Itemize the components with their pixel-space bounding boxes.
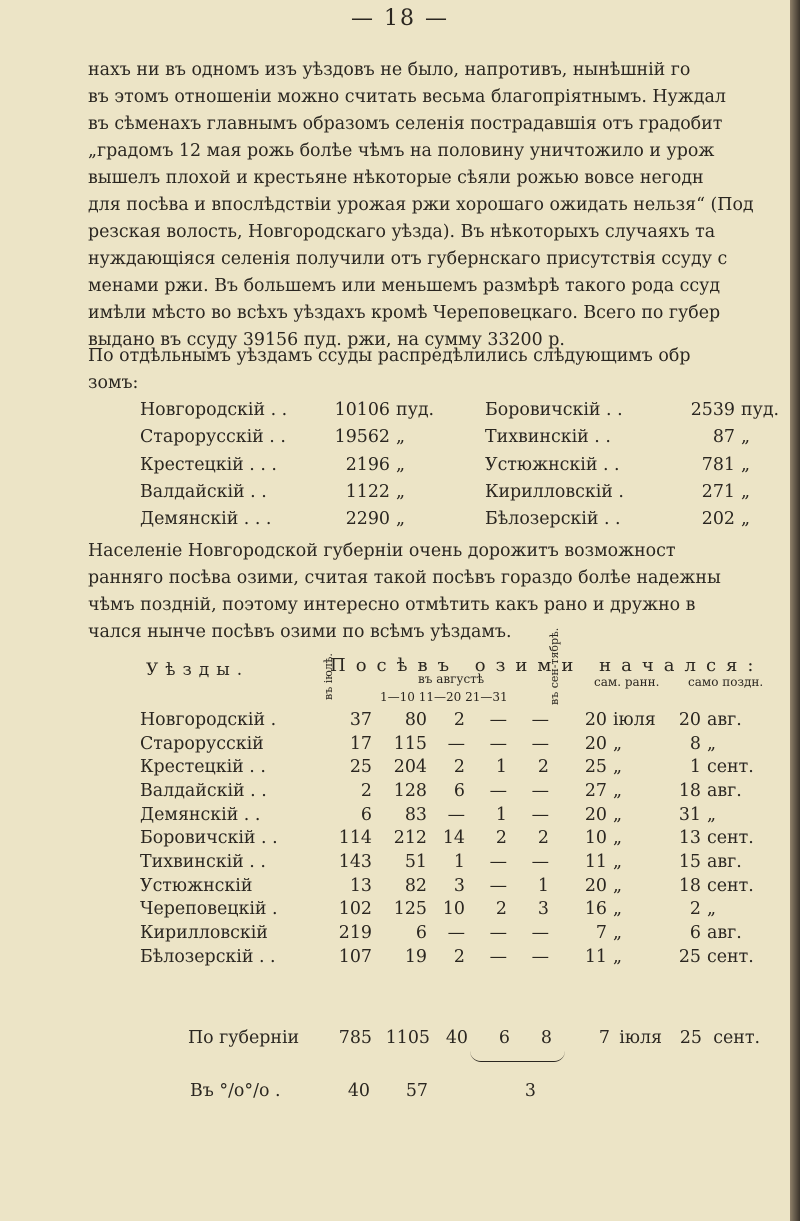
loan-name: Новгородскій . . xyxy=(140,400,288,420)
text-line: въ этомъ отношеніи можно считать весьма благопріятнымъ. Нуждал xyxy=(88,87,726,107)
table-cell: — xyxy=(489,946,507,967)
table-row xyxy=(140,803,759,827)
loan-value: 202 xyxy=(701,509,735,530)
text-line: выдано въ ссуду 39156 пуд. ржи, на сумму 33200 р. xyxy=(88,330,565,350)
table-row xyxy=(140,708,759,732)
loan-unit: пуд. xyxy=(396,400,435,420)
table-cell: — xyxy=(489,780,507,801)
table-cell: 13 xyxy=(678,828,701,849)
page-number: — 18 — xyxy=(351,6,449,31)
cell: іюля xyxy=(619,1028,662,1048)
table-cell: — xyxy=(489,923,507,944)
table-row xyxy=(140,779,759,803)
county-name: Старорусскій xyxy=(140,733,264,754)
county-name: Новгородскій . xyxy=(140,709,277,730)
table-cell: — xyxy=(489,875,507,896)
table-cell: 219 xyxy=(338,923,372,944)
table-cell: 2 xyxy=(537,757,549,778)
table-row xyxy=(140,732,759,756)
loan-row xyxy=(140,479,460,506)
loan-name: Кирилловскій . xyxy=(485,481,624,502)
table-cell: — xyxy=(531,946,549,967)
text-line: резская волость, Новгородскаго уѣзда). Въ нѣкоторыхъ случаяхъ та xyxy=(88,222,716,242)
table-cell: авг. xyxy=(707,851,742,872)
paragraph-2 xyxy=(88,343,794,397)
table-cell: 125 xyxy=(393,899,427,920)
table-cell: 82 xyxy=(404,875,427,896)
table-cell: 2 xyxy=(453,757,465,778)
table-cell: 8 xyxy=(689,733,701,754)
loan-value: 1122 xyxy=(345,481,390,502)
table-cell: авг. xyxy=(707,780,742,801)
loan-name: Устюжнскій . . xyxy=(485,454,620,475)
table-cell: 10 xyxy=(442,899,465,920)
table-cell: 6 xyxy=(453,780,465,801)
table-title: Посѣвъ озими начался: xyxy=(330,655,764,676)
table-cell: авг. xyxy=(707,923,742,944)
table-cell: 6 xyxy=(689,923,701,944)
table-cell: „ xyxy=(707,733,717,754)
table-cell: 17 xyxy=(349,733,372,754)
table-cell: 6 xyxy=(360,804,372,825)
text-line: Населеніе Новгородской губерніи очень дорожитъ возможност xyxy=(88,541,676,561)
text-line: вышелъ плохой и крестьяне нѣкоторые сѣяли рожью вовсе негодн xyxy=(88,168,704,188)
loan-row xyxy=(140,452,460,479)
table-cell: сент. xyxy=(707,875,754,896)
loan-value: 271 xyxy=(701,481,735,502)
cell: 40 xyxy=(347,1081,370,1101)
table-row xyxy=(140,921,759,945)
county-name: Валдайскій . . xyxy=(140,780,267,801)
table-cell: 13 xyxy=(349,875,372,896)
total-row xyxy=(188,1028,760,1048)
table-cell: — xyxy=(489,733,507,754)
loan-row xyxy=(140,424,460,451)
header-august: въ августѣ xyxy=(418,672,485,686)
loan-name: Бѣлозерскій . . xyxy=(485,509,621,530)
table-cell: 15 xyxy=(678,851,701,872)
table-cell: 20 xyxy=(678,709,701,730)
header-earliest: сам. ранн. xyxy=(594,675,660,689)
table-cell: 2 xyxy=(453,946,465,967)
table-cell: — xyxy=(531,733,549,754)
table-cell: 204 xyxy=(393,757,427,778)
table-cell: 25 xyxy=(678,946,701,967)
loan-unit: пуд. xyxy=(741,400,780,420)
loan-value: 2196 xyxy=(345,454,390,475)
sowing-table xyxy=(140,708,759,969)
loan-value: 781 xyxy=(701,454,735,475)
table-cell: 1 xyxy=(453,851,465,872)
table-cell: — xyxy=(531,851,549,872)
table-cell: сент. xyxy=(707,946,754,967)
table-cell: „ xyxy=(613,804,623,825)
header-september: въ сен-тябрѣ. xyxy=(548,627,561,705)
county-name: Череповецкій . xyxy=(140,899,278,920)
table-cell: „ xyxy=(613,923,623,944)
table-cell: сент. xyxy=(707,757,754,778)
table-cell: 3 xyxy=(453,875,465,896)
table-cell: „ xyxy=(613,733,623,754)
table-row xyxy=(140,755,759,779)
table-cell: — xyxy=(489,709,507,730)
cell: 8 xyxy=(540,1028,552,1048)
loan-name: Боровичскій . . xyxy=(485,400,623,420)
loan-name: Крестецкій . . . xyxy=(140,454,277,475)
text-line: По отдѣльнымъ уѣздамъ ссуды распредѣлились слѣдующимъ обр xyxy=(88,346,691,366)
paragraph-1 xyxy=(88,57,794,354)
cell: Въ °/о°/о . xyxy=(190,1081,281,1101)
table-cell: 1 xyxy=(495,757,507,778)
cell: 57 xyxy=(405,1081,428,1101)
loan-unit: „ xyxy=(741,481,751,502)
loan-value: 10106 xyxy=(334,400,390,420)
table-cell: „ xyxy=(707,899,717,920)
table-cell: — xyxy=(447,804,465,825)
county-name: Бѣлозерскій . . xyxy=(140,946,276,967)
loan-value: 2290 xyxy=(345,509,390,530)
table-cell: 10 xyxy=(584,828,607,849)
table-cell: „ xyxy=(613,946,623,967)
table-cell: 11 xyxy=(584,851,607,872)
text-line: ранняго посѣва озими, считая такой посѣвъ гораздо болѣе надежны xyxy=(88,568,721,588)
table-cell: 2 xyxy=(689,899,701,920)
loans-right-column xyxy=(485,397,800,533)
table-cell: „ xyxy=(613,899,623,920)
county-name: Устюжнскій xyxy=(140,875,253,896)
loan-value: 87 xyxy=(712,427,735,448)
cell: 3 xyxy=(524,1081,536,1101)
table-row xyxy=(140,874,759,898)
table-cell: „ xyxy=(613,875,623,896)
county-name: Тихвинскій . . xyxy=(140,851,266,872)
table-cell: 2 xyxy=(495,899,507,920)
table-cell: 2 xyxy=(453,709,465,730)
loan-name: Демянскій . . . xyxy=(140,509,272,530)
county-name: Демянскій . . xyxy=(140,804,261,825)
table-cell: 2 xyxy=(495,828,507,849)
table-cell: — xyxy=(489,851,507,872)
table-cell: „ xyxy=(613,828,623,849)
text-line: менами ржи. Въ большемъ или меньшемъ размѣрѣ такого рода ссуд xyxy=(88,276,721,296)
paragraph-3 xyxy=(88,538,794,646)
county-name: Крестецкій . . xyxy=(140,757,266,778)
table-cell: — xyxy=(447,733,465,754)
cell: 25 xyxy=(679,1028,702,1048)
table-cell: — xyxy=(531,923,549,944)
cell: 1105 xyxy=(385,1028,430,1048)
loan-row xyxy=(485,479,800,506)
loan-name: Тихвинскій . . xyxy=(485,427,611,448)
table-cell: — xyxy=(531,709,549,730)
table-cell: 20 xyxy=(584,733,607,754)
table-cell: 16 xyxy=(584,899,607,920)
table-cell: 25 xyxy=(349,757,372,778)
table-cell: 31 xyxy=(678,804,701,825)
table-cell: іюля xyxy=(613,709,656,730)
county-name: Кирилловскій xyxy=(140,923,268,944)
table-cell: 6 xyxy=(415,923,427,944)
table-row xyxy=(140,898,759,922)
text-line: нахъ ни въ одномъ изъ уѣздовъ не было, напротивъ, нынѣшній го xyxy=(88,60,691,80)
table-cell: „ xyxy=(613,757,623,778)
table-row xyxy=(140,826,759,850)
cell: По губерніи xyxy=(188,1028,300,1048)
table-cell: 143 xyxy=(338,851,372,872)
table-cell: 20 xyxy=(584,804,607,825)
text-line: чѣмъ поздній, поэтому интересно отмѣтить какъ рано и дружно в xyxy=(88,595,696,615)
table-cell: 83 xyxy=(404,804,427,825)
loan-row xyxy=(485,506,800,533)
cell: 40 xyxy=(445,1028,468,1048)
table-cell: — xyxy=(531,804,549,825)
table-cell: 25 xyxy=(584,757,607,778)
table-cell: 2 xyxy=(537,828,549,849)
table-cell: 107 xyxy=(338,946,372,967)
text-line: „градомъ 12 мая рожь болѣе чѣмъ на половину уничтожило и урож xyxy=(88,141,715,161)
loan-row xyxy=(485,452,800,479)
text-line: въ сѣменахъ главнымъ образомъ селенія пострадавшія отъ градобит xyxy=(88,114,723,134)
text-line: зомъ: xyxy=(88,373,139,393)
table-cell: — xyxy=(447,923,465,944)
august-brace xyxy=(470,1051,565,1062)
table-cell: 19 xyxy=(404,946,427,967)
cell: 6 xyxy=(498,1028,510,1048)
table-cell: 114 xyxy=(338,828,372,849)
loan-unit: „ xyxy=(396,427,406,448)
table-cell: 115 xyxy=(393,733,427,754)
loans-left-column xyxy=(140,397,460,533)
header-july: въ іюлѣ. xyxy=(322,653,335,700)
loan-value: 19562 xyxy=(334,427,390,448)
cell: сент. xyxy=(713,1028,760,1048)
loan-row xyxy=(485,424,800,451)
loan-unit: „ xyxy=(396,481,406,502)
loan-unit: „ xyxy=(741,454,751,475)
cell: 7 xyxy=(598,1028,610,1048)
table-cell: авг. xyxy=(707,709,742,730)
text-line: имѣли мѣсто во всѣхъ уѣздахъ кромѣ Череповецкаго. Всего по губер xyxy=(88,303,721,323)
table-cell: 212 xyxy=(393,828,427,849)
loan-row xyxy=(140,397,460,424)
header-august-ranges: 1—10 11—20 21—31 xyxy=(380,690,508,704)
table-cell: 128 xyxy=(393,780,427,801)
table-cell: 2 xyxy=(360,780,372,801)
table-cell: 1 xyxy=(495,804,507,825)
loan-value: 2539 xyxy=(690,400,735,420)
percent-row xyxy=(190,1081,536,1101)
cell: 785 xyxy=(338,1028,372,1048)
table-cell: 37 xyxy=(349,709,372,730)
loan-row xyxy=(485,397,800,424)
header-county: Уѣзды. xyxy=(146,660,250,680)
table-cell: сент. xyxy=(707,828,754,849)
loan-name: Валдайскій . . xyxy=(140,481,267,502)
county-name: Боровичскій . . xyxy=(140,828,278,849)
table-cell: 51 xyxy=(404,851,427,872)
table-cell: „ xyxy=(613,851,623,872)
loan-unit: „ xyxy=(396,454,406,475)
table-row xyxy=(140,850,759,874)
table-cell: 1 xyxy=(689,757,701,778)
table-cell: 18 xyxy=(678,875,701,896)
loan-unit: „ xyxy=(741,427,751,448)
loan-unit: „ xyxy=(741,509,751,530)
table-cell: 7 xyxy=(595,923,607,944)
table-cell: „ xyxy=(707,804,717,825)
table-cell: 1 xyxy=(537,875,549,896)
table-row xyxy=(140,945,759,969)
loan-row xyxy=(140,506,460,533)
loan-name: Старорусскій . . xyxy=(140,427,286,448)
header-latest: само поздн. xyxy=(688,675,764,689)
table-cell: 27 xyxy=(584,780,607,801)
table-cell: 3 xyxy=(537,899,549,920)
text-line: нуждающіяся селенія получили отъ губернскаго присутствія ссуду с xyxy=(88,249,728,269)
loan-unit: „ xyxy=(396,509,406,530)
table-cell: 14 xyxy=(442,828,465,849)
table-cell: 80 xyxy=(404,709,427,730)
table-cell: 18 xyxy=(678,780,701,801)
table-cell: — xyxy=(531,780,549,801)
text-line: чался нынче посѣвъ озими по всѣмъ уѣздамъ. xyxy=(88,622,512,642)
table-cell: „ xyxy=(613,780,623,801)
table-cell: 20 xyxy=(584,709,607,730)
text-line: для посѣва и впослѣдствіи урожая ржи хорошаго ожидать нельзя“ (Под xyxy=(88,195,754,215)
table-cell: 102 xyxy=(338,899,372,920)
table-cell: 11 xyxy=(584,946,607,967)
table-cell: 20 xyxy=(584,875,607,896)
